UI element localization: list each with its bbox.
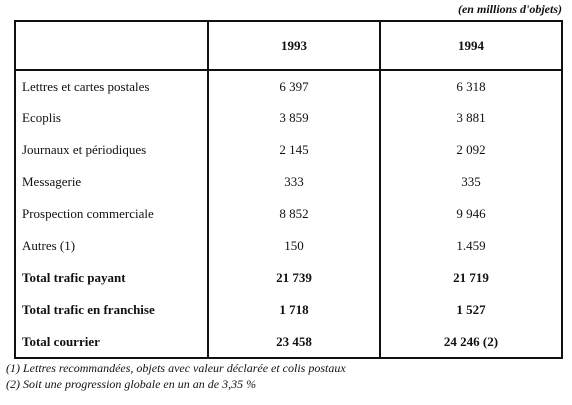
table-body xyxy=(16,70,561,358)
row-value-1993: 8 852 xyxy=(208,198,380,230)
row-value-1994: 2 092 xyxy=(456,142,486,157)
header-row xyxy=(16,22,561,70)
row-label: Lettres et cartes postales xyxy=(16,70,208,102)
row-label: Total courrier xyxy=(16,326,208,358)
row-value-1994: 6 318 xyxy=(456,78,486,94)
traffic-table-grid xyxy=(16,22,561,358)
row-value-1993: 6 397 xyxy=(208,70,380,102)
header-year-1993: 1993 xyxy=(208,22,380,70)
header-year-1994: 1994 xyxy=(380,22,561,70)
table-row xyxy=(16,166,561,198)
table-row xyxy=(16,70,561,102)
footnote-1: (1) Lettres recommandées, objets avec valeur déclarée et colis postaux xyxy=(6,361,346,375)
unit-note: (en millions d'objets) xyxy=(457,2,562,16)
footnotes xyxy=(6,360,346,392)
traffic-table xyxy=(14,20,563,359)
table-row xyxy=(16,230,561,262)
row-value-1993: 3 859 xyxy=(208,102,380,134)
row-value-1993: 333 xyxy=(208,166,380,198)
table-row xyxy=(16,294,561,326)
table-row xyxy=(16,262,561,294)
row-value-1994: 21 719 xyxy=(453,270,489,285)
row-value-1994: 24 246 (2) xyxy=(443,334,499,349)
row-label: Ecoplis xyxy=(16,102,208,134)
row-label: Journaux et périodiques xyxy=(16,134,208,166)
table-row xyxy=(16,198,561,230)
row-value-1994: 3 881 xyxy=(456,110,486,125)
row-value-1993: 21 739 xyxy=(208,262,380,294)
row-value-1993: 150 xyxy=(208,230,380,262)
row-value-1994: 9 946 xyxy=(456,206,486,221)
row-label: Total trafic payant xyxy=(16,262,208,294)
header-label-cell xyxy=(16,22,208,70)
table-row xyxy=(16,326,561,358)
row-value-1993: 2 145 xyxy=(208,134,380,166)
row-value-1994: 1 527 xyxy=(456,302,486,317)
row-value-1993: 23 458 xyxy=(208,326,380,358)
row-value-1993: 1 718 xyxy=(208,294,380,326)
row-value-1994: 335 xyxy=(461,174,481,189)
row-label: Autres (1) xyxy=(16,230,208,262)
table-row xyxy=(16,134,561,166)
table-row xyxy=(16,102,561,134)
row-label: Total trafic en franchise xyxy=(16,294,208,326)
row-label: Prospection commerciale xyxy=(16,198,208,230)
row-value-1994: 1.459 xyxy=(456,238,486,253)
row-label: Messagerie xyxy=(16,166,208,198)
footnote-2: (2) Soit une progression globale en un an de 3,35 % xyxy=(6,377,257,391)
